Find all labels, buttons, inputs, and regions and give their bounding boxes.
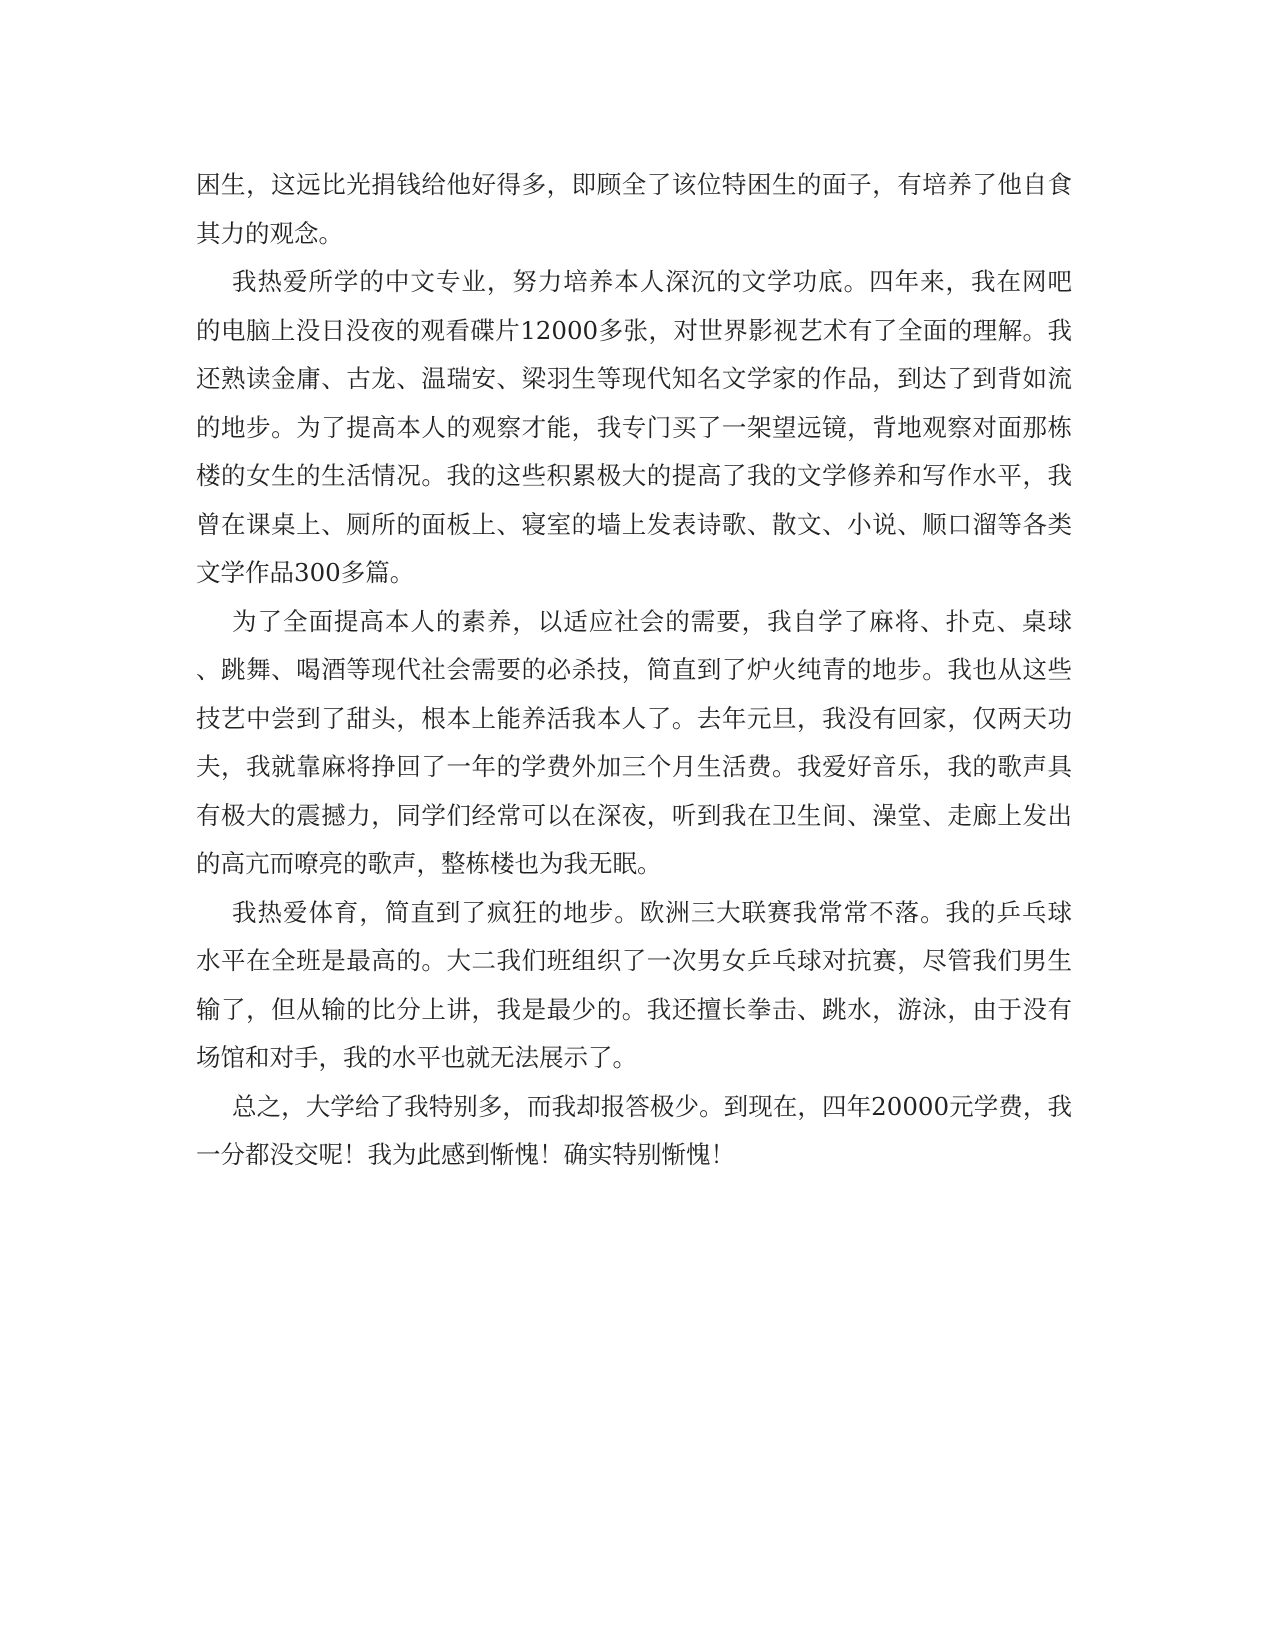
text-line: 曾在课桌上、厕所的面板上、寝室的墙上发表诗歌、散文、小说、顺口溜等各类 — [196, 509, 1072, 539]
paragraph-3 — [196, 598, 1072, 889]
text-line: 有极大的震撼力，同学们经常可以在深夜，听到我在卫生间、澡堂、走廊上发出 — [196, 800, 1072, 830]
text-line: 的地步。为了提高本人的观察才能，我专门买了一架望远镜，背地观察对面那栋 — [196, 412, 1072, 442]
text-line: 楼的女生的生活情况。我的这些积累极大的提高了我的文学修养和写作水平，我 — [196, 461, 1072, 490]
paragraph-5 — [196, 1083, 1072, 1180]
text-line: 为了全面提高本人的素养，以适应社会的需要，我自学了麻将、扑克、桌球 — [232, 606, 1072, 636]
paragraph-2 — [196, 258, 1072, 598]
paragraph-4 — [196, 889, 1072, 1083]
text-line: 我热爱所学的中文专业，努力培养本人深沉的文学功底。四年来，我在网吧 — [232, 267, 1072, 296]
text-line: 总之，大学给了我特别多，而我却报答极少。到现在，四年20000元学费，我 — [232, 1091, 1072, 1121]
text-line: 的电脑上没日没夜的观看碟片12000多张，对世界影视艺术有了全面的理解。我 — [196, 315, 1072, 345]
text-line: 其力的观念。 — [196, 218, 343, 248]
text-line: 文学作品300多篇。 — [196, 558, 415, 587]
text-line: 还熟读金庸、古龙、温瑞安、梁羽生等现代知名文学家的作品，到达了到背如流 — [196, 364, 1072, 393]
text-line: 水平在全班是最高的。大二我们班组织了一次男女乒乓球对抗赛，尽管我们男生 — [196, 946, 1072, 975]
text-line: 输了，但从输的比分上讲，我是最少的。我还擅长拳击、跳水，游泳，由于没有 — [196, 994, 1072, 1024]
text-line: 、跳舞、喝酒等现代社会需要的必杀技，简直到了炉火纯青的地步。我也从这些 — [196, 655, 1072, 684]
paragraph-1 — [196, 161, 1072, 258]
text-line: 的高亢而嘹亮的歌声，整栋楼也为我无眠。 — [196, 849, 662, 878]
text-line: 场馆和对手，我的水平也就无法展示了。 — [196, 1043, 637, 1072]
text-line: 困生，这远比光捐钱给他好得多，即顾全了该位特困生的面子，有培养了他自食 — [196, 170, 1072, 199]
text-line: 我热爱体育，简直到了疯狂的地步。欧洲三大联赛我常常不落。我的乒乓球 — [232, 897, 1072, 927]
text-line: 技艺中尝到了甜头，根本上能养活我本人了。去年元旦，我没有回家，仅两天功 — [196, 703, 1072, 733]
document-body — [196, 161, 1072, 1180]
text-line: 夫，我就靠麻将挣回了一年的学费外加三个月生活费。我爱好音乐，我的歌声具 — [196, 752, 1072, 781]
text-line: 一分都没交呢！我为此感到惭愧！确实特别惭愧！ — [196, 1140, 735, 1169]
